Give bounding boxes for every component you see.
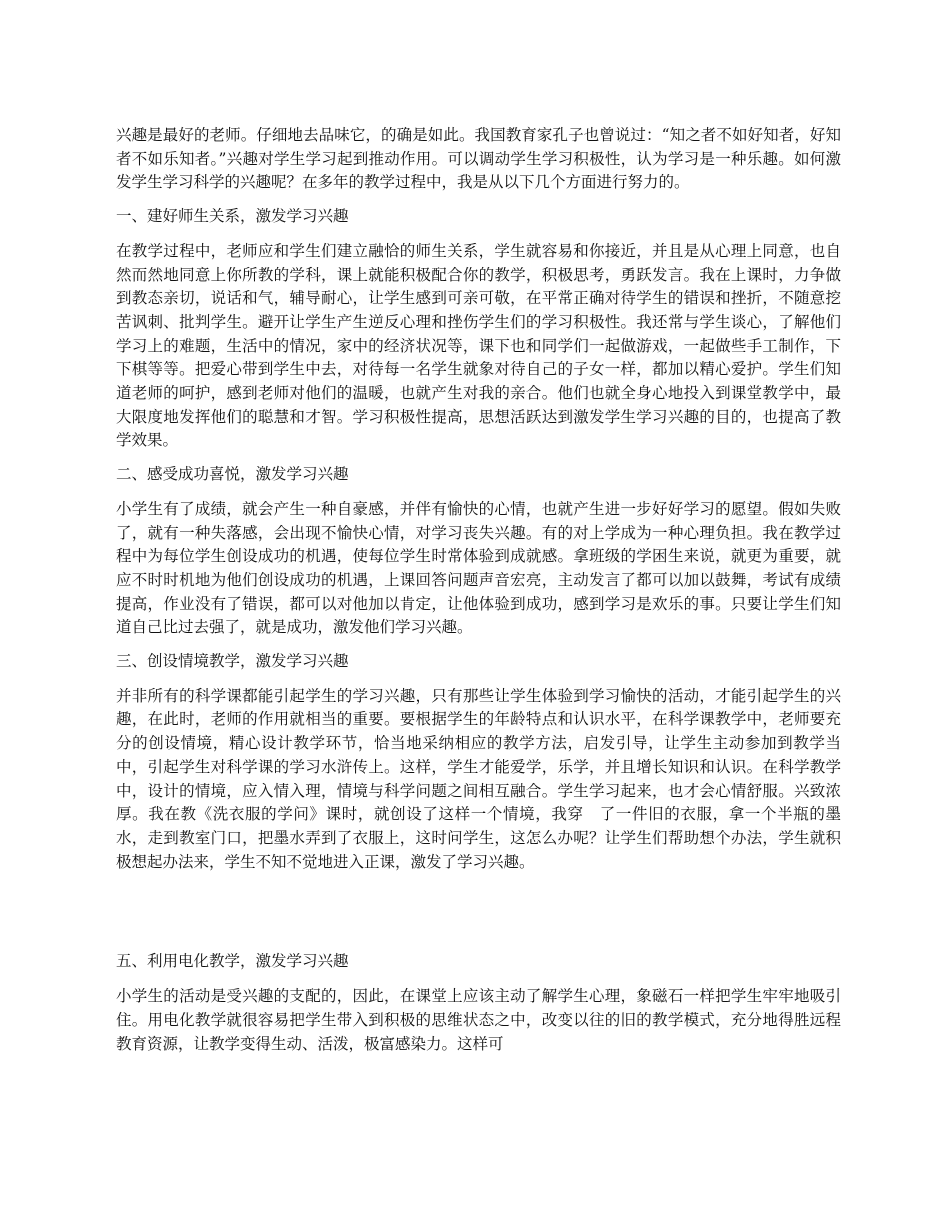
section-2-heading: 二、感受成功喜悦，激发学习兴趣	[116, 465, 349, 484]
section-2-body: 小学生有了成绩，就会产生一种自豪感，并伴有愉快的心情，也就产生进一步好好学习的愿望。假如失败了，就有一种失落感，会出现不愉快心情，对学习丧失兴趣。有的对上学成为一种心理负担。我在教学过程中为每位学生创设成功的机遇，使每位学生时常体验到成就感。拿班级的学困生来说，就更为重要，就应不时时机地为他们创设成功的机遇，上课回答问题声音宏亮，主动发言了都可以加以鼓舞，考试有成绩提高，作业没有了错误，都可以对他加以肯定，让他体验到成功，感到学习是欢乐的事。只要让学生们知道自己比过去强了，就是成功，激发他们学习兴趣。	[116, 499, 841, 637]
section-5-heading: 五、利用电化教学，激发学习兴趣	[116, 952, 349, 971]
blank-gap	[116, 874, 841, 950]
intro-paragraph: 兴趣是最好的老师。仔细地去品味它，的确是如此。我国教育家孔子也曾说过：“知之者不如好知者，好知者不如乐知者。”兴趣对学生学习起到推动作用。可以调动学生学习积极性，认为学习是一种乐趣。如何激发学生学习科学的兴趣呢？在多年的教学过程中，我是从以下几个方面进行努力的。	[116, 126, 841, 192]
section-1-body: 在教学过程中，老师应和学生们建立融恰的师生关系，学生就容易和你接近，并且是从心理上同意，也自然而然地同意上你所教的学科，课上就能积极配合你的教学，积极思考，勇跃发言。我在上课时，力争做到教态亲切，说话和气，辅导耐心，让学生感到可亲可敬，在平常正确对待学生的错误和挫折，不随意挖苦讽刺、批判学生。避开让学生产生逆反心理和挫伤学生们的学习积极性。我还常与学生谈心，了解他们学习上的难题，生活中的情况，家中的经济状况等，课下也和同学们一起做游戏，一起做些手工制作，下下棋等等。把爱心带到学生中去，对待每一名学生就象对待自己的子女一样，都加以精心爱护。学生们知道老师的呵护，感到老师对他们的温暖，也就产生对我的亲合。他们也就全身心地投入到课堂教学中，最大限度地发挥他们的聪慧和才智。学习积极性提高，思想活跃达到激发学生学习兴趣的目的，也提高了教学效果。	[116, 241, 841, 450]
section-3-body: 并非所有的科学课都能引起学生的学习兴趣，只有那些让学生体验到学习愉快的活动，才能引起学生的兴趣，在此时，老师的作用就相当的重要。要根据学生的年龄特点和认识水平，在科学课教学中，老师要充分的创设情境，精心设计教学环节，恰当地采纳相应的教学方法，启发引导，让学生主动参加到教学当中，引起学生对科学课的学习水浒传上。这样，学生才能爱学，乐学，并且增长知识和认识。在科学教学中，设计的情境，应入情入理，情境与科学问题之间相互融合。学生学习起来，也才会心情舒服。兴致浓厚。我在教《洗衣服的学问》课时，就创设了这样一个情境，我穿 了一件旧的衣服，拿一个半瓶的墨水，走到教室门口，把墨水弄到了衣服上，这时问学生，这怎么办呢？让学生们帮助想个办法，学生就积极想起办法来，学生不知不觉地进入正课，激发了学习兴趣。	[116, 686, 841, 871]
section-3-heading: 三、创设情境教学，激发学习兴趣	[116, 652, 349, 671]
section-5-body: 小学生的活动是受兴趣的支配的，因此，在课堂上应该主动了解学生心理，象磁石一样把学生牢牢地吸引住。用电化教学就很容易把学生带入到积极的思维状态之中，改变以往的旧的教学模式，充分地得胜远程教育资源，让教学变得生动、活泼，极富感染力。这样可	[116, 987, 841, 1053]
document-page	[116, 124, 841, 1056]
section-1-heading: 一、建好师生关系，激发学习兴趣	[116, 207, 349, 226]
